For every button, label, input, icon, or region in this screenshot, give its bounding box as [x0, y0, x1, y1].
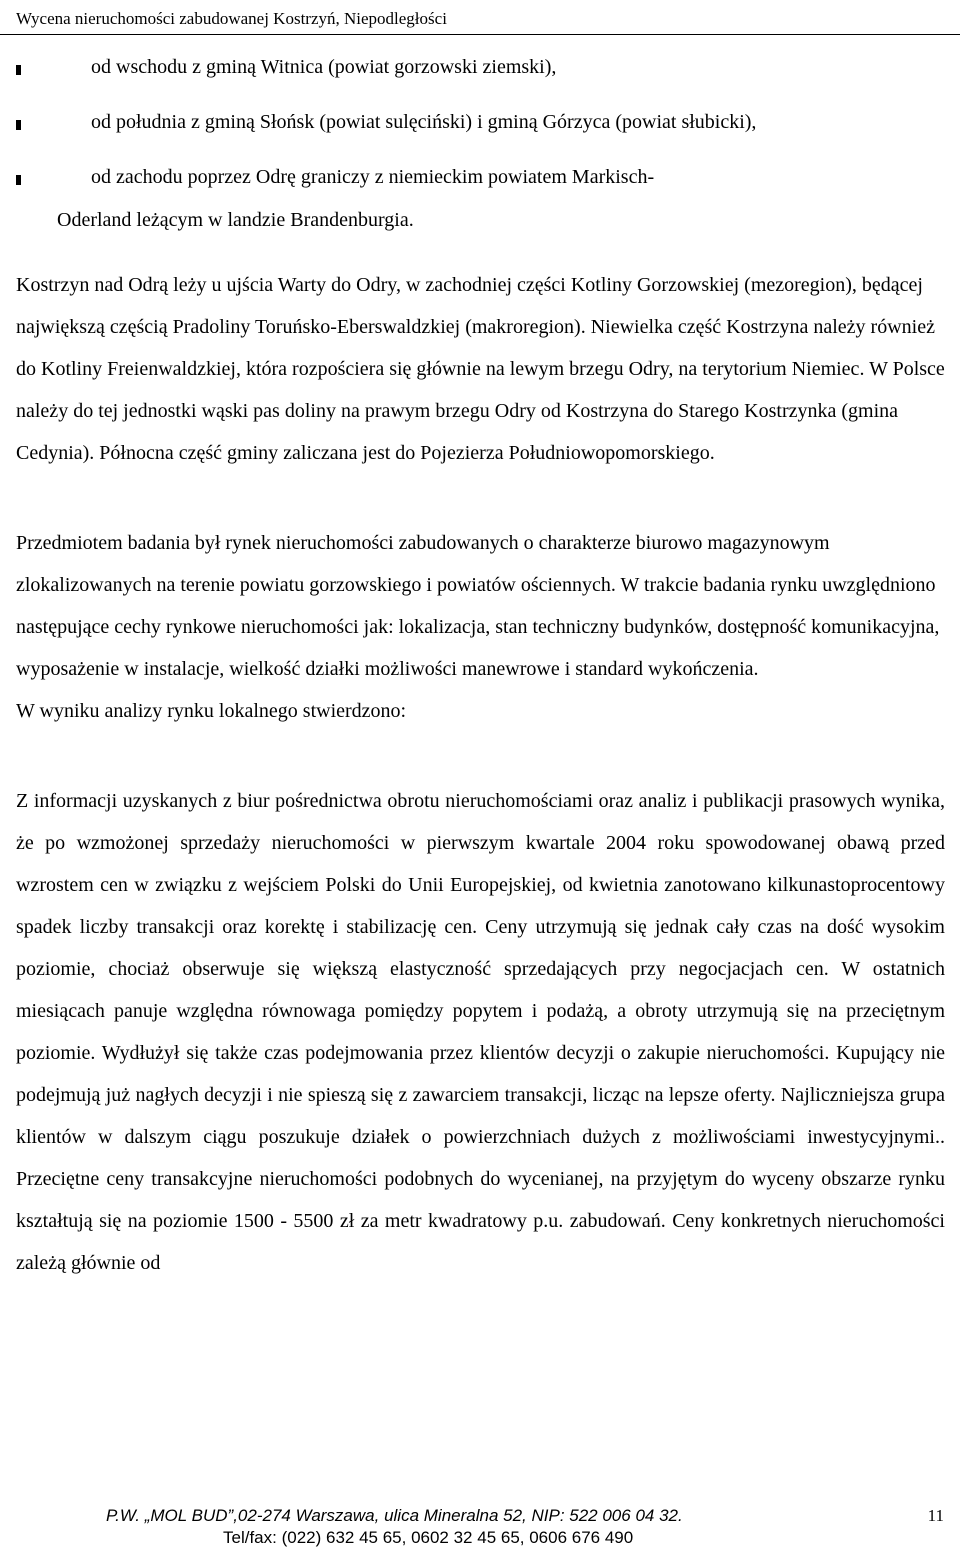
list-item-text: od wschodu z gminą Witnica (powiat gorzowski ziemski),: [91, 56, 557, 78]
list-item-text: od południa z gminą Słońsk (powiat sulęciński) i gminą Górzyca (powiat słubicki),: [91, 111, 757, 133]
list-item-continuation: Oderland leżącym w landzie Brandenburgia.: [57, 209, 414, 231]
square-bullet-icon: [16, 120, 21, 130]
list-item: [0, 111, 960, 166]
company-info: P.W. „MOL BUD”,02-274 Warszawa, ulica Mineralna 52, NIP: 522 006 04 32.: [106, 1506, 683, 1525]
list-item-text: od zachodu poprzez Odrę graniczy z niemieckim powiatem Markisch-: [91, 166, 655, 188]
analysis-conclusion-heading: W wyniku analizy rynku lokalnego stwierdzono:: [16, 700, 407, 722]
market-analysis-paragraph: Z informacji uzyskanych z biur pośrednictwa obrotu nieruchomościami oraz analiz i publikacji prasowych wynika, że po wzmożonej sprzedaży nieruchomości w pierwszym kwartale 2004 roku spowodowanej obawą przed wzrostem cen w związku z wejściem Polski do Unii Europejskiej, od kwietnia zanotowano kilkunastoprocentowy spadek liczby transakcji oraz korektę i stabilizację cen. Ceny utrzymują się jednak cały czas na dość wysokim poziomie, chociaż obserwuje się większą elastyczność sprzedających przy negocjacjach cen. W ostatnich miesiącach panuje względna równowaga pomiędzy popytem i podażą, a obroty utrzymują się na przeciętnym poziomie. Wydłużył się także czas podejmowania przez klientów decyzji o zakupie nieruchomości. Kupujący nie podejmują już nagłych decyzji i nie spieszą się z zawarciem transakcji, licząc na lepsze oferty. Najliczniejsza grupa klientów w dalszym ciągu poszukuje działek o powierzchniach dużych z możliwościami inwestycyjnymi.. Przeciętne ceny transakcyjne nieruchomości podobnych do wycenianej, na przyjętym do wyceny obszarze rynku kształtują się na poziomie 1500 - 5500 zł za metr kwadratowy p.u. zabudowań. Ceny konkretnych nieruchomości zależą głównie od: [16, 790, 945, 1274]
document-body: [16, 264, 945, 1284]
geography-paragraph: Kostrzyn nad Odrą leży u ujścia Warty do Odry, w zachodniej części Kotliny Gorzowskiej (mezoregion), będącej największą częścią Pradoliny Toruńsko-Eberswaldzkiej (makroregion). Niewielka część Kostrzyna należy również do Kotliny Freienwaldzkiej, która rozpościera się głównie na lewym brzegu Odry, na terytorium Niemiec. W Polsce należy do tej jednostki wąski pas doliny na prawym brzegu Odry od Kostrzyna do Starego Kostrzynka (gmina Cedynia). Północna część gminy zaliczana jest do Pojezierza Południowopomorskiego.: [16, 274, 945, 464]
page-header: [0, 0, 960, 36]
market-study-paragraph: Przedmiotem badania był rynek nieruchomości zabudowanych o charakterze biurowo magazynowym zlokalizowanych na terenie powiatu gorzowskiego i powiatów ościennych. W trakcie badania rynku uwzględniono następujące cechy rynkowe nieruchomości jak: lokalizacja, stan techniczny budynków, dostępność komunikacyjna, wyposażenie w instalacje, wielkość działki możliwości manewrowe i standard wykończenia.: [16, 532, 940, 680]
page-number: 11: [927, 1506, 944, 1525]
list-item: [0, 166, 960, 231]
page-footer: [0, 1505, 960, 1554]
contact-phone: Tel/fax: (022) 632 45 65, 0602 32 45 65, 0606 676 490: [223, 1528, 634, 1547]
square-bullet-icon: [16, 65, 21, 75]
boundary-list: [0, 56, 960, 231]
list-item: [0, 56, 960, 111]
header-divider: [0, 34, 960, 35]
square-bullet-icon: [16, 175, 21, 185]
document-header-title: Wycena nieruchomości zabudowanej Kostrzyń, Niepodległości: [16, 9, 447, 28]
